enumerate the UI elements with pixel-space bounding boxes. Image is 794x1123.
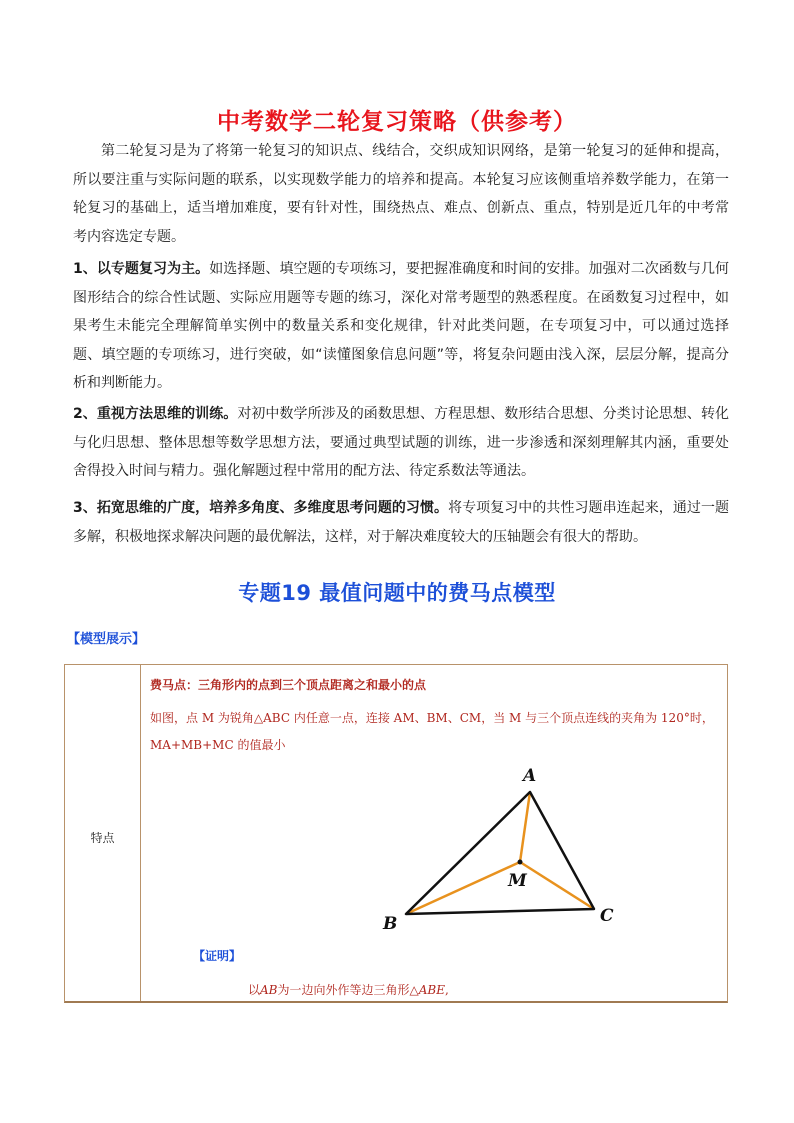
label-b: B — [383, 914, 398, 934]
proof-text-abe: ABE — [418, 983, 445, 997]
proof-text — [248, 981, 449, 998]
proof-text-mid: 为一边向外作等边三角形△ — [277, 983, 419, 997]
segment-am — [520, 792, 530, 862]
topic-title: 专题19 最值问题中的费马点模型 — [238, 581, 556, 605]
point-1-body: 如选择题、填空题的专项练习，要把握准确度和时间的安排。加强对二次函数与几何图形结合的综合性试题、实际应用题等专题的练习，深化对常考题型的熟悉程度。在函数复习过程中，如果考生未能完全理解简单实例中的数量关系和变化规律，针对此类问题，在专项复习中，可以通过选择题、填空题的专项练习，进行突破，如“读懂图象信息问题”等，将复杂问题由浅入深，层层分解，提高分析和判断能力。 — [73, 261, 729, 392]
label-c: C — [600, 906, 614, 926]
intro-paragraph: 第二轮复习是为了将第一轮复习的知识点、线结合，交织成知识网络，是第一轮复习的延伸和提高，所以要注重与实际问题的联系，以实现数学能力的培养和提高。本轮复习应该侧重培养数学能力，在第一轮复习的基础上，适当增加难度，要有针对性，围绕热点、难点、创新点、重点，特别是近几年的中考常考内容选定专题。 — [73, 143, 729, 245]
point-2-heading: 2、重视方法思维的训练。 — [73, 406, 238, 422]
proof-text-prefix: 以 — [248, 983, 261, 997]
point-3-body: 将专项复习中的共性习题串连起来，通过一题多解，积极地探求解决问题的最优解法，这样，对于解决难度较大的压轴题会有很大的帮助。 — [73, 500, 729, 545]
proof-text-ab: AB — [260, 983, 278, 997]
proof-label: 【证明】 — [193, 949, 242, 963]
triangle-abc — [406, 792, 594, 914]
segment-cm — [520, 862, 594, 909]
model-section-label: 【模型展示】 — [67, 632, 146, 647]
point-2 — [73, 400, 729, 486]
point-3 — [73, 494, 729, 551]
point-1-heading: 1、以专题复习为主。 — [73, 261, 210, 277]
point-1 — [73, 255, 729, 398]
label-m: M — [508, 871, 527, 891]
page-title: 中考数学二轮复习策略（供参考） — [217, 109, 577, 135]
table-row-label: 特点 — [90, 831, 115, 845]
point-2-body: 对初中数学所涉及的函数思想、方程思想、数形结合思想、分类讨论思想、转化与化归思想、整体思想等数学思想方法，要通过典型试题的训练，进一步渗透和深刻理解其内涵，重要处舍得投入时间与精力。强化解题过程中常用的配方法、待定系数法等通法。 — [73, 406, 729, 480]
fermat-point-definition: 费马点：三角形内的点到三个顶点距离之和最小的点 — [150, 678, 427, 692]
model-table — [64, 664, 728, 1003]
point-3-heading: 3、拓宽思维的广度，培养多角度、多维度思考问题的习惯。 — [73, 500, 449, 516]
label-a: A — [523, 766, 537, 786]
triangle-figure — [305, 761, 625, 941]
table-column-divider — [140, 665, 141, 1001]
proof-text-suffix: , — [444, 983, 449, 997]
segment-bm — [406, 862, 520, 914]
fermat-point-description: 如图，点 M 为锐角△ABC 内任意一点，连接 AM、BM、CM，当 M 与三个顶点连线的夹角为 120°时，MA+MB+MC 的值最小 — [150, 711, 714, 752]
point-m-dot — [518, 860, 523, 865]
